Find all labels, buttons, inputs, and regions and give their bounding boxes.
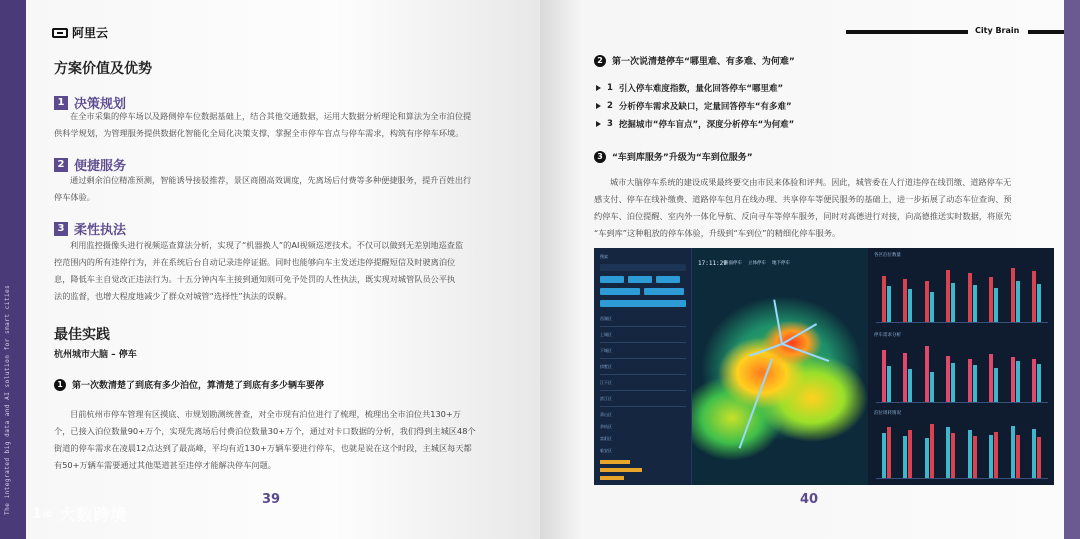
triangle-icon [596,103,601,109]
chart-bar [1016,281,1020,322]
spine-caption: The integrated big data and AI solution for smart cities [4,284,11,515]
line: 个，已接入泊位数量90+万个，实现先离场后付费泊位数量30+万个，通过对卡口数据的分析，我们得到主城区48个 [54,426,476,436]
chart-bar [946,356,950,403]
chart-bar [882,433,886,478]
step-3-desc [594,174,1012,242]
legend-item: 立体停车 [748,261,766,266]
filter-button[interactable] [656,276,680,283]
page-40 [540,0,1064,539]
item-number: 3 [54,222,68,236]
bullet-item [596,82,783,94]
chart-bar [989,435,993,479]
chart-bar [1016,435,1020,479]
row-label: 上城区 [600,332,612,337]
chart-bar [930,372,934,402]
aliyun-logo-icon [52,28,68,38]
chart-bar [882,350,886,403]
chart-title: 停车需求分析 [874,333,901,338]
query-button[interactable] [600,300,686,307]
line: 控范围内的所有违停行为，并在系统后台自动记录违停证据。同时也能够向车主发送违停提醒短信及时驶离泊位 [54,257,456,267]
chart-axis [876,478,1048,479]
parking-dashboard [594,248,1054,485]
brand-title: City Brain [975,26,1020,35]
case-title: 杭州城市大脑 – 停车 [54,350,137,360]
chart-bar [903,279,907,323]
legend-item: 地下停车 [772,261,790,266]
chart-bar [989,354,993,402]
chart-bar [908,369,912,402]
item-desc [54,172,472,206]
progress-bar [600,476,624,480]
page-number: 39 [262,492,281,507]
chart-bar [887,366,891,402]
chart-bar [908,289,912,322]
row-divider [600,326,686,327]
chart-title: 泊位周转情况 [874,411,901,416]
chart-bar [1032,359,1036,402]
aliyun-logo [52,24,108,41]
line: 利用监控摄像头进行视频巡查算法分析，实现了“机器换人”的AI视频巡逻技术。不仅可以做到无差别地巡查监 [70,240,464,250]
chart-bar [908,430,912,478]
chart-bar [951,433,955,478]
bullet-item [596,100,792,112]
row-label: 萧山区 [600,412,612,417]
chart-bar [1037,437,1041,478]
chart-axis [876,322,1048,323]
chart-bar [887,427,891,478]
row-label: 滨江区 [600,396,612,401]
filter-button[interactable] [600,288,640,295]
row-label: 富阳区 [600,436,612,441]
chart-bar [925,438,929,478]
triangle-icon [596,85,601,91]
filter-button[interactable] [644,288,684,295]
row-divider [600,374,686,375]
legend-item: 路面停车 [724,261,742,266]
item-title: 柔性执法 [74,223,127,238]
item-desc [54,237,463,305]
right-edge [1064,0,1080,539]
chart-bar [930,292,934,322]
bullet-number: 1 [607,83,613,93]
parking-heatmap [692,248,868,485]
bullet-number: 2 [607,101,613,111]
line: 息，降低车主自觉改正违法行为。十五分钟内车主接到通知则可免予处罚的人性执法，既实现对城管队员公平执 [54,274,456,284]
line: 通过剩余泊位精准预测，智能诱导接驳推荐，景区商圈高效调度，先离场后付费等多种便捷服务，提升百姓出行 [70,175,472,185]
flow-arrow [739,359,773,449]
chart-bar [903,353,907,403]
dashboard-charts [868,248,1054,485]
step-1-desc [54,406,476,474]
chart-axis [876,402,1048,403]
chart-bar [968,359,972,403]
line: 感支付、停车在线补缴费、道路停车包月在线办理、共享停车等便民服务的基础上，进一步拓展了动态车位查询、预 [594,194,1012,204]
chart-bar [1032,429,1036,478]
step-number: 1 [54,379,66,391]
line: 法的监督，也增大程度地减少了群众对城管“选择性”执法的误解。 [54,291,292,301]
chart-bar [989,277,993,322]
step-title: “车到库服务”升级为“车到位服务” [612,153,753,163]
bullet-item [596,118,794,130]
chart-bar [951,363,955,402]
header-rule-right [1028,30,1064,34]
line: 供科学规划，为管理服务提供数据化智能化全局化决策支撑，掌握全市停车盲点与停车需求，构筑有序停车环境。 [54,128,464,138]
chart-bar [882,276,886,323]
chart-bar [1011,268,1015,322]
chart-bar [930,424,934,478]
step-title: 第一次说清楚停车“哪里难、有多难、为何难” [612,57,795,67]
line: 约停车、泊位提醒、室内外一体化导航、反向寻车等停车服务，同时对高德进行对接，向高德推送实时数据，将原先 [594,211,1012,221]
line: “车到库”这种粗放的停车体验，升级到“车到位”的精细化停车服务。 [594,228,841,238]
step-2 [594,54,795,67]
chart-bar [1011,357,1015,402]
chart-bar [887,286,891,322]
filter-button[interactable] [628,276,652,283]
flow-arrow [773,300,783,345]
item-number: 1 [54,96,68,110]
bar-chart-districts [876,262,1048,322]
chart-bar [968,273,972,323]
progress-bar [600,468,642,472]
panel-label: 搜索 [600,254,608,259]
chart-bar [946,270,950,323]
bullet-number: 3 [607,119,613,129]
bar-chart-turnover [876,420,1048,478]
bullet-text: 挖掘城市“停车盲点”，深度分析停车“为何难” [618,120,795,130]
header-rule [846,30,968,34]
progress-bar [600,460,630,464]
page-number: 40 [800,492,819,507]
chart-bar [973,365,977,403]
chart-bar [1016,361,1020,402]
chart-bar [973,436,977,478]
chart-bar [973,285,977,323]
dashboard-filter-panel [594,248,692,485]
flow-arrow [749,343,783,357]
chart-bar [994,368,998,403]
logo-text: 阿里云 [72,26,109,40]
row-label: 西湖区 [600,316,612,321]
step-3 [594,150,753,163]
row-label: 下城区 [600,348,612,353]
chart-bar [946,427,950,478]
flow-arrow [782,343,830,362]
item-enforcement [54,219,126,238]
line: 在全市采集的停车场以及路侧停车位数据基础上，结合其他交通数据，运用大数据分析理论和算法为全市泊位提 [70,111,472,121]
step-title: 第一次数清楚了到底有多少泊位，算清楚了到底有多少辆车要停 [72,381,325,391]
section-title-practice: 最佳实践 [54,327,110,343]
chart-bar [951,283,955,322]
filter-button[interactable] [600,276,624,283]
chart-bar [1032,271,1036,322]
chart-bar [968,430,972,478]
chart-bar [1011,426,1015,478]
bullet-text: 引入停车难度指数，量化回答停车“哪里难” [618,84,784,94]
flow-arrow [782,323,818,345]
row-label: 临安区 [600,448,612,453]
chart-bar [994,288,998,323]
page-39 [26,0,540,539]
step-number: 3 [594,151,606,163]
item-number: 2 [54,158,68,172]
chart-bar [903,436,907,478]
row-divider [600,358,686,359]
step-1 [54,378,324,391]
row-label: 拱墅区 [600,364,612,369]
bar-chart-demand [876,342,1048,402]
chart-bar [925,346,929,402]
chart-bar [1037,284,1041,322]
row-divider [600,406,686,407]
line: 目前杭州市停车管理有区摸底、市规划勘测统普查，对全市现有泊位进行了梳理，梳理出全市泊位共130+万 [70,409,461,419]
section-title-value: 方案价值及优势 [54,61,152,77]
row-divider [600,390,686,391]
step-number: 2 [594,55,606,67]
chart-bar [994,432,998,478]
row-label: 余杭区 [600,424,612,429]
item-title: 决策规划 [74,97,127,112]
line: 街道的停车需求在凌晨12点达到了最高峰，平均有近130+万辆车要进行停车，也就是说在这个时段，主城区每天都 [54,443,472,453]
line: 停车体验。 [54,192,95,202]
row-divider [600,342,686,343]
row-label: 江干区 [600,380,612,385]
chart-bar [925,281,929,322]
watermark [32,502,127,525]
watermark-text: 大数跨境 [59,505,128,524]
chart-bar [1037,364,1041,402]
search-input[interactable] [600,264,686,271]
item-desc [54,108,472,142]
chart-title: 各区泊位数量 [874,253,901,258]
line: 有50+万辆车需要通过其他渠道甚至违停才能解决停车问题。 [54,460,276,470]
bullet-text: 分析停车需求及缺口，定量回答停车“有多难” [618,102,792,112]
map-legend [724,260,790,266]
watermark-logo-icon: 1∞ [32,505,54,522]
line: 城市大脑停车系统的建设成果最终要交由市民来体验和评判。因此，城管委在人行道违停在线罚缴、道路停车无 [610,177,1012,187]
triangle-icon [596,121,601,127]
item-title: 便捷服务 [74,159,127,174]
clock-readout: 17:11:29 [698,260,727,267]
